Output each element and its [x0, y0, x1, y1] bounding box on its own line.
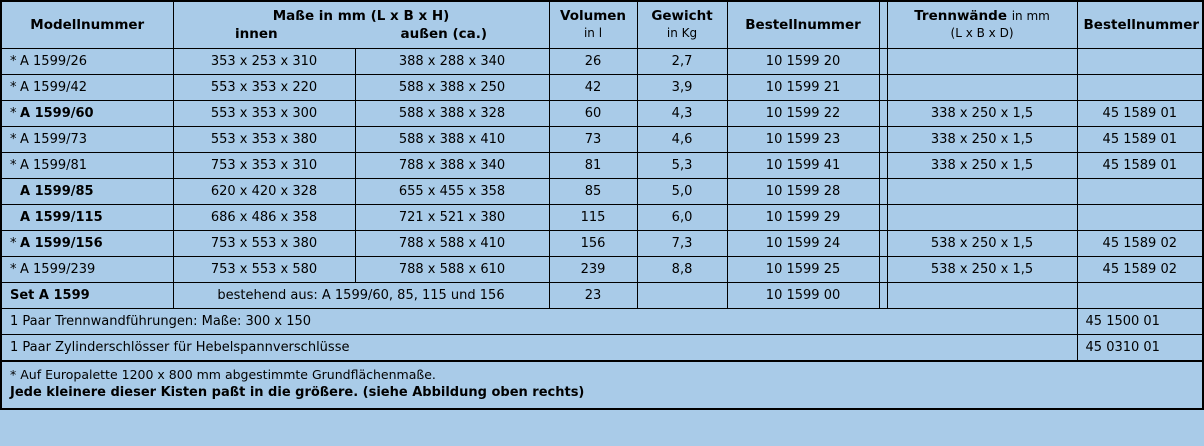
cell-divider: [887, 49, 1077, 75]
cell-accessory-order-number: 45 0310 01: [1077, 335, 1203, 362]
cell-model: [1, 153, 173, 179]
cell-order-number-2: [1077, 205, 1203, 231]
row-separator: [879, 101, 887, 127]
cell-outer: 721 x 521 x 380: [355, 205, 549, 231]
cell-weight: 3,9: [637, 75, 727, 101]
cell-outer: 655 x 455 x 358: [355, 179, 549, 205]
cell-volume: 81: [549, 153, 637, 179]
cell-weight: 4,6: [637, 127, 727, 153]
cell-model: [1, 75, 173, 101]
cell-inner: 620 x 420 x 328: [173, 179, 355, 205]
header-divider: [887, 1, 1077, 49]
footnote-star: *: [10, 106, 17, 121]
cell-set-volume: 23: [549, 283, 637, 309]
header-divider-sub: (L x B x D): [950, 26, 1014, 40]
cell-outer: 388 x 288 x 340: [355, 49, 549, 75]
cell-weight: 5,3: [637, 153, 727, 179]
cell-model: [1, 205, 173, 231]
cell-model: [1, 101, 173, 127]
accessory-row: [1, 335, 1203, 362]
cell-order-number: 10 1599 20: [727, 49, 879, 75]
cell-order-number: 10 1599 21: [727, 75, 879, 101]
cell-model-label: A 1599/26: [20, 54, 88, 69]
cell-order-number-2: 45 1589 02: [1077, 231, 1203, 257]
cell-model: [1, 179, 173, 205]
cell-model: [1, 49, 173, 75]
cell-inner: 753 x 553 x 380: [173, 231, 355, 257]
footnote-star: *: [10, 158, 17, 173]
cell-footer-note: [1, 361, 1203, 409]
table-row: [1, 49, 1203, 75]
cell-outer: 788 x 588 x 410: [355, 231, 549, 257]
cell-outer: 788 x 588 x 610: [355, 257, 549, 283]
cell-model-label: A 1599/239: [20, 262, 96, 277]
table-row: [1, 179, 1203, 205]
header-dimensions-outer: außen (ca.): [400, 26, 488, 42]
header-volume: [549, 1, 637, 49]
cell-volume: 26: [549, 49, 637, 75]
cell-set-divider: [887, 283, 1077, 309]
table-row: [1, 205, 1203, 231]
cell-model: [1, 127, 173, 153]
cell-model-label: A 1599/156: [20, 236, 103, 251]
cell-model: [1, 231, 173, 257]
cell-divider: 338 x 250 x 1,5: [887, 101, 1077, 127]
cell-weight: 5,0: [637, 179, 727, 205]
cell-inner: 686 x 486 x 358: [173, 205, 355, 231]
header-volume-label: Volumen: [559, 8, 627, 25]
cell-order-number-2: 45 1589 01: [1077, 127, 1203, 153]
cell-volume: 239: [549, 257, 637, 283]
header-weight-label: Gewicht: [651, 8, 713, 25]
table-row: [1, 127, 1203, 153]
cell-divider: 538 x 250 x 1,5: [887, 231, 1077, 257]
cell-outer: 588 x 388 x 250: [355, 75, 549, 101]
cell-set-label: Set A 1599: [1, 283, 173, 309]
row-separator: [879, 153, 887, 179]
header-divider-label: Trennwände: [914, 8, 1007, 25]
header-dimensions-inner: innen: [234, 26, 278, 42]
cell-order-number-2: [1077, 49, 1203, 75]
cell-weight: 2,7: [637, 49, 727, 75]
header-weight-unit: in Kg: [666, 26, 698, 40]
cell-volume: 156: [549, 231, 637, 257]
footer-line-2: Jede kleinere dieser Kisten paßt in die größere. (siehe Abbildung oben rechts): [10, 385, 585, 401]
footnote-star: *: [10, 80, 17, 95]
cell-inner: 753 x 353 x 310: [173, 153, 355, 179]
row-separator: [879, 205, 887, 231]
footnote-star: *: [10, 54, 17, 69]
footnote-star: *: [10, 132, 17, 147]
cell-volume: 42: [549, 75, 637, 101]
footnote-star: *: [10, 262, 17, 277]
cell-order-number: 10 1599 29: [727, 205, 879, 231]
header-volume-unit: in l: [583, 26, 603, 40]
header-order-number-label: Bestellnummer: [745, 16, 861, 33]
header-model: [1, 1, 173, 49]
header-order-number-2-label: Bestellnummer: [1083, 16, 1200, 33]
header-dimensions-title: Maße in mm (L x B x H): [272, 8, 450, 24]
cell-inner: 553 x 353 x 220: [173, 75, 355, 101]
cell-volume: 85: [549, 179, 637, 205]
footer-row: [1, 361, 1203, 409]
table-row: [1, 101, 1203, 127]
cell-divider: 338 x 250 x 1,5: [887, 127, 1077, 153]
header-order-number-2: [1077, 1, 1203, 49]
cell-model-label: A 1599/73: [20, 132, 88, 147]
cell-model-label: A 1599/115: [20, 210, 103, 225]
table-row: [1, 153, 1203, 179]
cell-inner: 753 x 553 x 580: [173, 257, 355, 283]
cell-inner: 553 x 353 x 380: [173, 127, 355, 153]
header-dimensions: [173, 1, 549, 49]
table-header-row: [1, 1, 1203, 49]
cell-outer: 588 x 388 x 410: [355, 127, 549, 153]
footnote-star: *: [10, 236, 17, 251]
cell-order-number: 10 1599 22: [727, 101, 879, 127]
cell-volume: 115: [549, 205, 637, 231]
table-row: [1, 257, 1203, 283]
cell-outer: 788 x 388 x 340: [355, 153, 549, 179]
cell-divider: [887, 179, 1077, 205]
cell-accessory-text: 1 Paar Trennwandführungen: Maße: 300 x 150: [1, 309, 1077, 335]
cell-order-number: 10 1599 28: [727, 179, 879, 205]
cell-model: [1, 257, 173, 283]
table-row: [1, 231, 1203, 257]
row-separator: [879, 283, 887, 309]
table-row: [1, 75, 1203, 101]
cell-set-weight: [637, 283, 727, 309]
row-separator: [879, 179, 887, 205]
cell-order-number: 10 1599 25: [727, 257, 879, 283]
row-separator: [879, 231, 887, 257]
cell-set-order-number-2: [1077, 283, 1203, 309]
header-divider-unit: in mm: [1011, 9, 1050, 24]
cell-inner: 353 x 253 x 310: [173, 49, 355, 75]
cell-accessory-order-number: 45 1500 01: [1077, 309, 1203, 335]
cell-outer: 588 x 388 x 328: [355, 101, 549, 127]
cell-order-number-2: [1077, 75, 1203, 101]
footer-line-1: * Auf Europalette 1200 x 800 mm abgestimmte Grundflächenmaße.: [10, 367, 436, 382]
cell-weight: 6,0: [637, 205, 727, 231]
header-model-label: Modellnummer: [30, 16, 145, 33]
row-separator: [879, 127, 887, 153]
row-separator: [879, 49, 887, 75]
cell-order-number: 10 1599 41: [727, 153, 879, 179]
cell-set-order-number: 10 1599 00: [727, 283, 879, 309]
cell-set-description: bestehend aus: A 1599/60, 85, 115 und 156: [173, 283, 549, 309]
cell-order-number: 10 1599 24: [727, 231, 879, 257]
row-separator: [879, 257, 887, 283]
cell-divider: 538 x 250 x 1,5: [887, 257, 1077, 283]
cell-weight: 4,3: [637, 101, 727, 127]
cell-accessory-text: 1 Paar Zylinderschlösser für Hebelspannverschlüsse: [1, 335, 1077, 362]
cell-order-number-2: [1077, 179, 1203, 205]
cell-order-number-2: 45 1589 01: [1077, 101, 1203, 127]
cell-model-label: A 1599/81: [20, 158, 88, 173]
cell-divider: [887, 75, 1077, 101]
cell-divider: 338 x 250 x 1,5: [887, 153, 1077, 179]
cell-order-number: 10 1599 23: [727, 127, 879, 153]
cell-weight: 8,8: [637, 257, 727, 283]
header-weight: [637, 1, 727, 49]
accessory-row: [1, 309, 1203, 335]
cell-model-label: A 1599/85: [20, 184, 94, 199]
header-separator: [879, 1, 887, 49]
cell-model-label: A 1599/60: [20, 106, 94, 121]
set-row: [1, 283, 1203, 309]
cell-order-number-2: 45 1589 02: [1077, 257, 1203, 283]
cell-order-number-2: 45 1589 01: [1077, 153, 1203, 179]
cell-divider: [887, 205, 1077, 231]
cell-volume: 60: [549, 101, 637, 127]
cell-model-label: A 1599/42: [20, 80, 88, 95]
cell-inner: 553 x 353 x 300: [173, 101, 355, 127]
row-separator: [879, 75, 887, 101]
cell-weight: 7,3: [637, 231, 727, 257]
header-order-number: [727, 1, 879, 49]
cell-volume: 73: [549, 127, 637, 153]
